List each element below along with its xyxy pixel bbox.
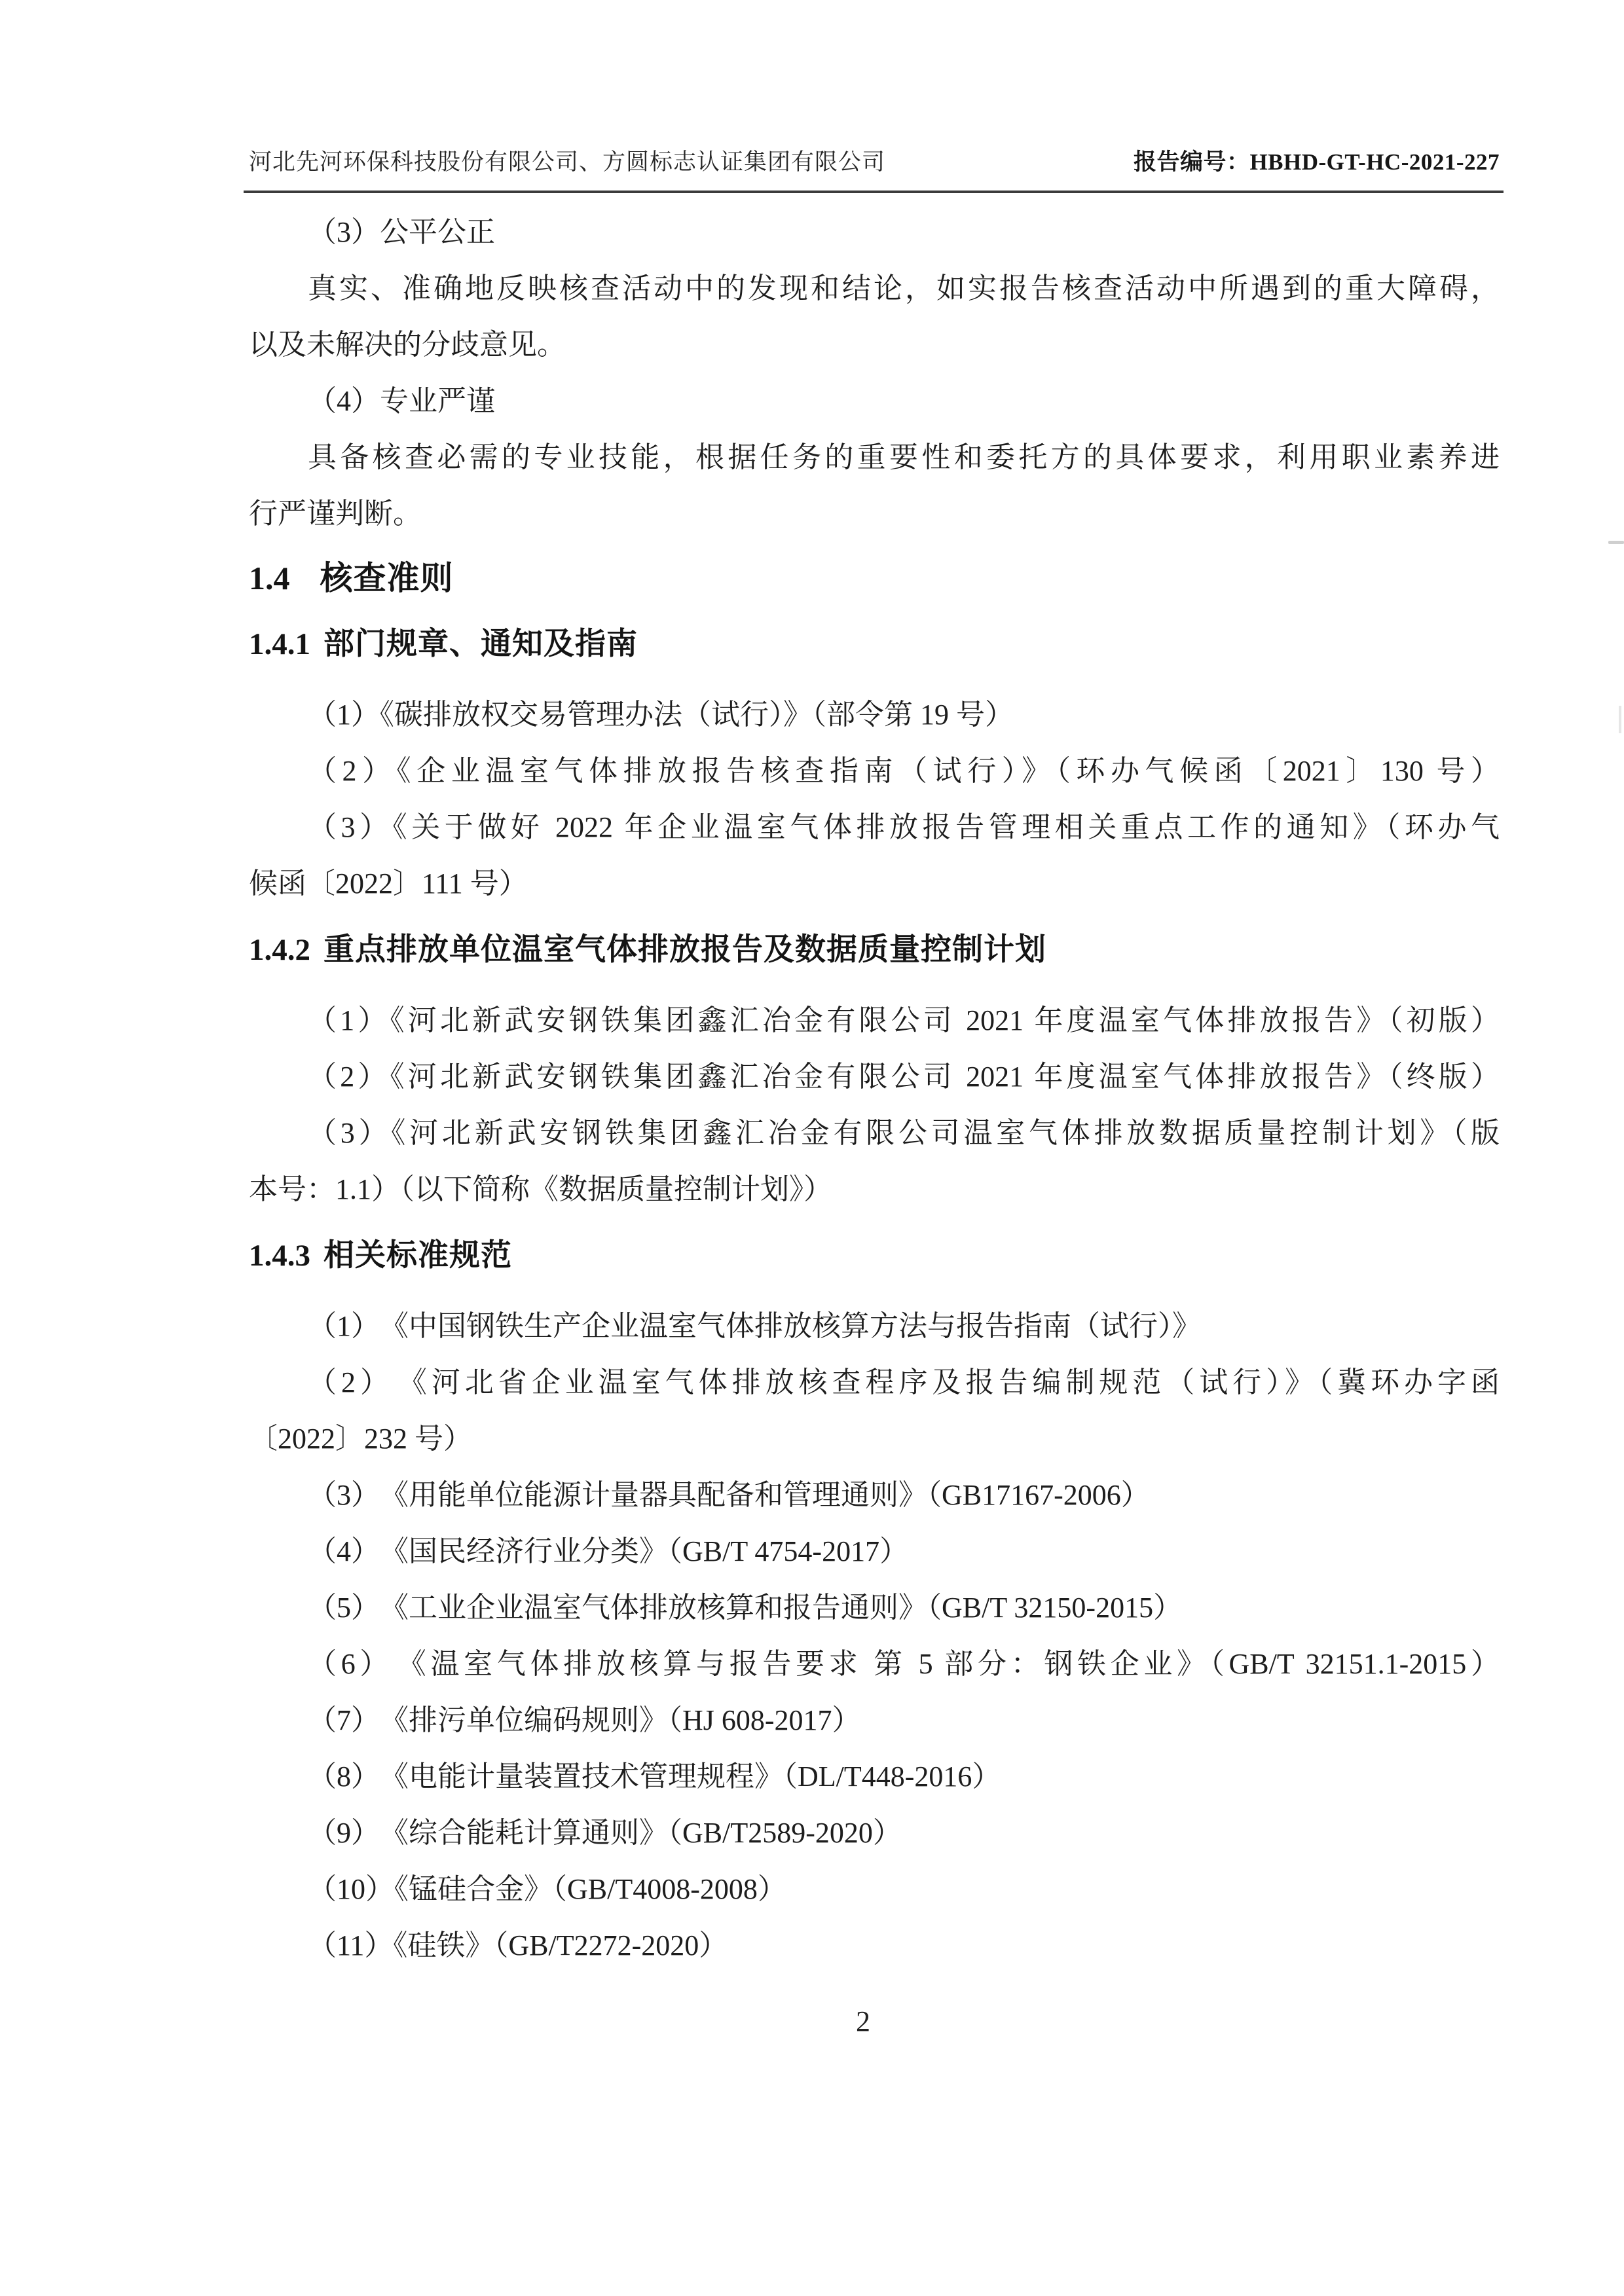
header-company-names: 河北先河环保科技股份有限公司、方圆标志认证集团有限公司 bbox=[249, 149, 886, 175]
document-line: （2） 《河北省企业温室气体排放核查程序及报告编制规范（试行）》（冀环办字函 bbox=[308, 1366, 1500, 1398]
document-line: （3）公平公正 bbox=[308, 216, 495, 248]
header-report-number bbox=[1134, 148, 1500, 177]
subsection-heading bbox=[249, 615, 1500, 672]
document-line: （2）《企业温室气体排放报告核查指南（试行）》（环办气候函〔2021〕130 号） bbox=[308, 755, 1500, 787]
document-line: （2）《河北新武安钢铁集团鑫汇冶金有限公司 2021 年度温室气体排放报告》（终版） bbox=[308, 1061, 1500, 1093]
subsection-heading bbox=[249, 1227, 1500, 1284]
heading-text: 部门规章、通知及指南 bbox=[323, 626, 638, 661]
heading-text: 重点排放单位温室气体排放报告及数据质量控制计划 bbox=[323, 932, 1046, 966]
document-line: 〔2022〕232 号） bbox=[249, 1423, 472, 1455]
document-body bbox=[249, 204, 1500, 1974]
document-line: （7） 《排污单位编码规则》（HJ 608-2017） bbox=[308, 1704, 861, 1736]
report-number-value: HBHD-GT-HC-2021-227 bbox=[1249, 149, 1500, 175]
document-line: 真实、准确地反映核查活动中的发现和结论，如实报告核查活动中所遇到的重大障碍， bbox=[308, 272, 1500, 304]
scan-artifact bbox=[1619, 706, 1621, 733]
heading-number: 1.4.2 bbox=[249, 933, 310, 967]
document-line: （5） 《工业企业温室气体排放核算和报告通则》（GB/T 32150-2015） bbox=[308, 1592, 1183, 1624]
document-line: （3） 《用能单位能源计量器具配备和管理通则》（GB17167-2006） bbox=[308, 1479, 1150, 1511]
document-line: （1） 《中国钢铁生产企业温室气体排放核算方法与报告指南（试行）》 bbox=[308, 1310, 1201, 1342]
document-line: 候函〔2022〕111 号） bbox=[249, 867, 528, 900]
heading-number: 1.4 bbox=[249, 560, 290, 596]
subsection-heading bbox=[249, 921, 1500, 978]
heading-text: 相关标准规范 bbox=[323, 1237, 512, 1272]
document-line: 行严谨判断。 bbox=[249, 498, 422, 530]
document-line: 具备核查必需的专业技能，根据任务的重要性和委托方的具体要求，利用职业素养进 bbox=[308, 441, 1500, 473]
section-heading bbox=[249, 550, 1500, 606]
page-number: 2 bbox=[856, 2005, 870, 2037]
heading-number: 1.4.3 bbox=[249, 1239, 310, 1273]
document-line: （11）《硅铁》（GB/T2272-2020） bbox=[308, 1929, 728, 1961]
header-rule-divider bbox=[244, 191, 1504, 193]
document-line: （3）《河北新武安钢铁集团鑫汇冶金有限公司温室气体排放数据质量控制计划》（版 bbox=[308, 1117, 1500, 1149]
document-line: （9） 《综合能耗计算通则》（GB/T2589-2020） bbox=[308, 1817, 902, 1849]
document-line: （4） 《国民经济行业分类》（GB/T 4754-2017） bbox=[308, 1535, 909, 1567]
scan-artifact bbox=[1608, 541, 1624, 544]
report-number-label: 报告编号： bbox=[1133, 149, 1250, 175]
document-line: 以及未解决的分歧意见。 bbox=[249, 329, 566, 361]
document-line: 本号：1.1）（以下简称《数据质量控制计划》） bbox=[249, 1173, 832, 1205]
heading-number: 1.4.1 bbox=[249, 627, 310, 661]
document-line: （3）《关于做好 2022 年企业温室气体排放报告管理相关重点工作的通知》（环办气 bbox=[308, 811, 1500, 843]
document-line: （10）《锰硅合金》（GB/T4008-2008） bbox=[308, 1873, 786, 1905]
document-line: （8） 《电能计量装置技术管理规程》（DL/T448-2016） bbox=[308, 1760, 1001, 1793]
document-line: （1）《河北新武安钢铁集团鑫汇冶金有限公司 2021 年度温室气体排放报告》（初版） bbox=[308, 1004, 1500, 1036]
heading-text: 核查准则 bbox=[320, 560, 454, 596]
document-line: （4）专业严谨 bbox=[308, 385, 495, 417]
page-header bbox=[249, 148, 1500, 177]
document-line: （1）《碳排放权交易管理办法（试行）》（部令第 19 号） bbox=[308, 699, 1014, 731]
document-line: （6） 《温室气体排放核算与报告要求 第 5 部分：钢铁企业》（GB/T 32151.1-2015） bbox=[308, 1648, 1500, 1680]
